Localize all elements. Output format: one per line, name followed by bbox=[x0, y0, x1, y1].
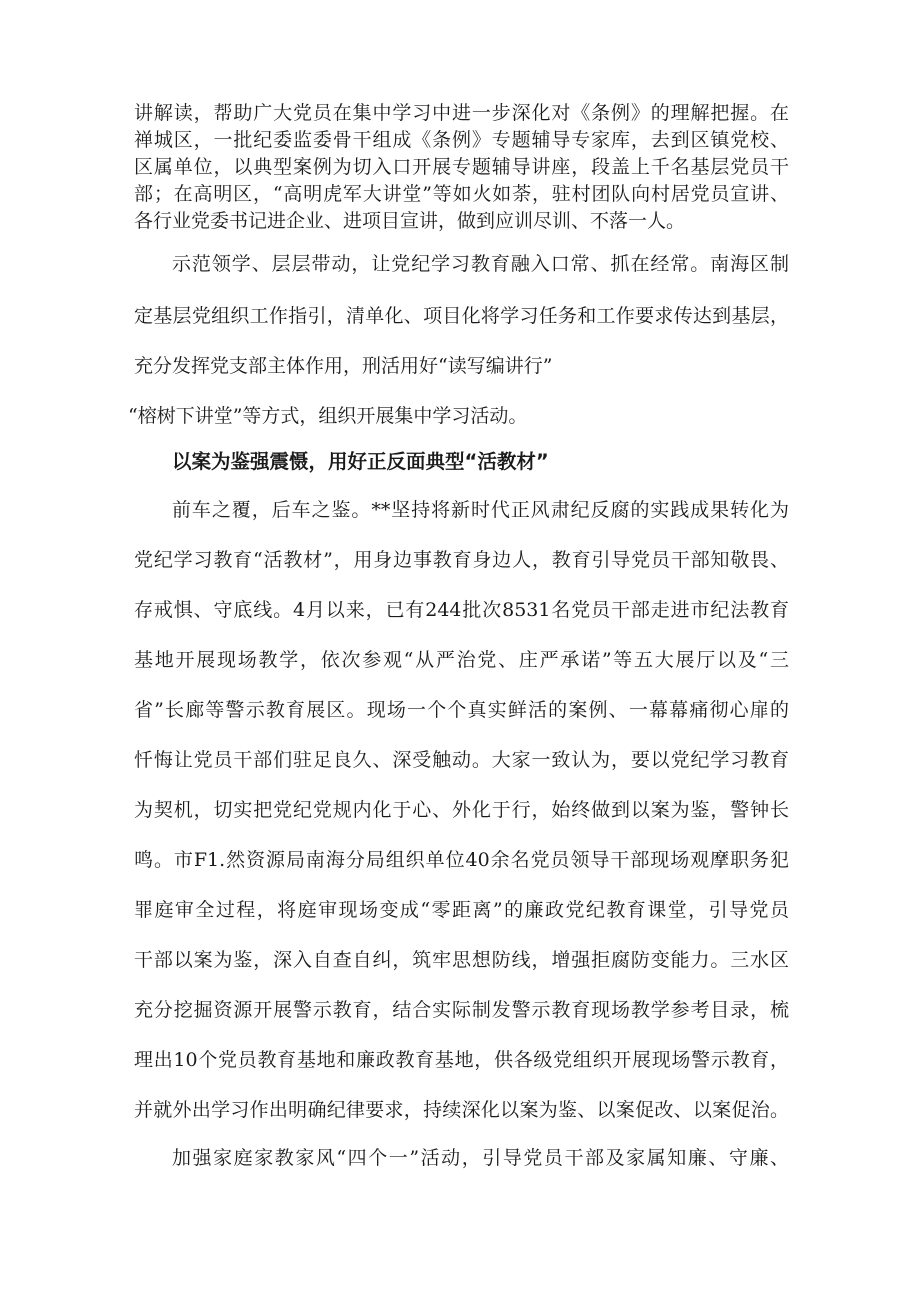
text-line: 党纪学习教育“活教材”，用身边事教育身边人，教育引导党员干部知敬畏、 bbox=[134, 549, 789, 571]
text-line: 充分挖掘资源开展警示教育，结合实际制发警示教育现场教学参考目录，梳 bbox=[134, 999, 789, 1021]
text-line: 示范领学、层层带动，让党纪学习教育融入口常、抓在经常。南海区制 bbox=[172, 253, 789, 275]
text-line: 充分发挥党支部主体作用，刑活用好“读写编讲行” bbox=[134, 355, 553, 377]
text-line: 前车之覆，后车之鉴。**坚持将新时代正风肃纪反腐的实践成果转化为 bbox=[172, 499, 789, 521]
text-line: 禅城区，一批纪委监委骨干组成《条例》专题辅导专家库，去到区镇党校、 bbox=[134, 129, 789, 151]
text-line: 为契机，切实把党纪党规内化于心、外化于行，始终做到以案为鉴，警钟长 bbox=[134, 799, 789, 821]
text-line: 存戒惧、守底线。4月以来，已有244批次8531名党员干部走进市纪法教育 bbox=[134, 599, 789, 621]
text-line: 基地开展现场教学，依次参观“从严治党、庄严承诺”等五大展厅以及“三 bbox=[134, 649, 789, 671]
text-line: 定基层党组织工作指引，清单化、项目化将学习任务和工作要求传达到基层， bbox=[134, 305, 789, 327]
text-line: 加强家庭家教家风“四个一”活动，引导党员干部及家属知廉、守廉、 bbox=[172, 1147, 789, 1169]
text-line: 并就外出学习作出明确纪律要求，持续深化以案为鉴、以案促改、以案促治。 bbox=[134, 1099, 789, 1121]
text-line: 区属单位，以典型案例为切入口开展专题辅导讲座，段盖上千名基层党员干 bbox=[134, 156, 789, 178]
text-line: 省”长廊等警示教育展区。现场一个个真实鲜活的案例、一幕幕痛彻心扉的 bbox=[134, 699, 789, 721]
text-line: 讲解读，帮助广大党员在集中学习中进一步深化对《条例》的理解把握。在 bbox=[134, 102, 789, 124]
section-heading: 以案为鉴强震慑，用好正反面典型“活教材” bbox=[172, 450, 549, 473]
text-line: 干部以案为鉴，深入自查自纠，筑牢思想防线，增强拒腐防变能力。三水区 bbox=[134, 949, 789, 971]
text-line: 部；在高明区，“高明虎军大讲堂”等如火如荼，驻村团队向村居党员宣讲、 bbox=[134, 183, 789, 205]
text-line: 理出10个党员教育基地和廉政教育基地，供各级党组织开展现场警示教育， bbox=[134, 1049, 789, 1071]
text-line: 各行业党委书记进企业、进项目宣讲，做到应训尽训、不落一人。 bbox=[134, 210, 686, 232]
text-line: 罪庭审全过程，将庭审现场变成“零距离”的廉政党纪教育课堂，引导党员 bbox=[134, 899, 789, 921]
text-line: 鸣。市F1.然资源局南海分局组织单位40余名党员领导干部现场观摩职务犯 bbox=[134, 849, 789, 871]
text-line: “榕树下讲堂”等方式，组织开展集中学习活动。 bbox=[128, 405, 528, 427]
text-line: 忏悔让党员干部们驻足良久、深受触动。大家一致认为，要以党纪学习教育 bbox=[134, 749, 789, 771]
